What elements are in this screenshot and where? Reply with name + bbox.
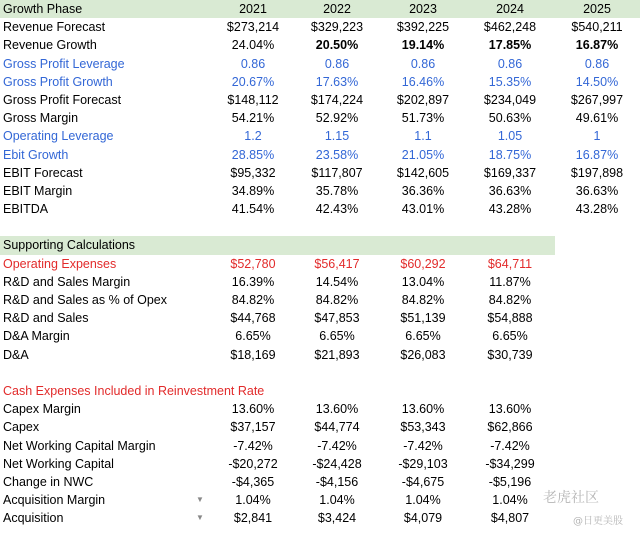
table-row bbox=[0, 36, 640, 54]
table-row bbox=[0, 309, 640, 327]
table-cell[interactable]: $30,739 bbox=[487, 347, 533, 362]
table-cell[interactable]: 0.86 bbox=[240, 56, 266, 71]
table-cell[interactable]: $44,774 bbox=[314, 420, 360, 435]
table-cell[interactable]: 54.21% bbox=[231, 111, 275, 126]
table-cell[interactable]: 13.04% bbox=[401, 274, 445, 289]
table-cell[interactable]: 84.82% bbox=[231, 293, 275, 307]
row-label: Operating Expenses bbox=[3, 256, 117, 271]
table-row bbox=[0, 55, 640, 73]
table-cell[interactable]: 15.35% bbox=[488, 74, 532, 89]
table-cell[interactable]: 1.04% bbox=[319, 493, 355, 508]
table-cell[interactable]: $2,841 bbox=[233, 511, 273, 526]
table-row bbox=[0, 346, 640, 364]
year-header: 2025 bbox=[583, 2, 611, 16]
supporting-calculations-label: Supporting Calculations bbox=[3, 238, 136, 253]
table-cell[interactable]: 24.04% bbox=[231, 38, 275, 53]
table-cell[interactable]: 20.67% bbox=[231, 74, 275, 89]
table-cell[interactable]: $267,997 bbox=[570, 92, 624, 107]
row-label: Gross Profit Forecast bbox=[3, 92, 122, 107]
table-cell[interactable]: 28.85% bbox=[231, 147, 275, 162]
table-cell[interactable]: 41.54% bbox=[231, 202, 275, 217]
table-cell[interactable]: $95,332 bbox=[230, 165, 276, 180]
table-cell[interactable]: $52,780 bbox=[230, 256, 276, 271]
table-cell[interactable]: 14.54% bbox=[315, 274, 359, 289]
table-cell[interactable]: $174,224 bbox=[310, 92, 364, 107]
table-cell[interactable]: 16.87% bbox=[575, 38, 619, 53]
table-cell[interactable]: $392,225 bbox=[396, 20, 450, 35]
row-label: Revenue Forecast bbox=[3, 20, 106, 35]
table-cell[interactable]: $462,248 bbox=[483, 20, 537, 35]
table-cell[interactable]: $148,112 bbox=[227, 92, 279, 107]
dropdown-arrow-icon[interactable]: ▼ bbox=[196, 513, 204, 523]
table-cell[interactable]: $51,139 bbox=[400, 311, 446, 326]
table-row bbox=[0, 255, 640, 273]
table-cell[interactable]: 52.92% bbox=[315, 111, 359, 126]
table-cell[interactable]: $117,807 bbox=[311, 165, 363, 180]
table-cell[interactable]: -$34,299 bbox=[485, 456, 535, 471]
table-cell[interactable]: $329,223 bbox=[310, 20, 364, 35]
row-label: Operating Leverage bbox=[3, 129, 114, 144]
table-cell[interactable]: 13.60% bbox=[401, 402, 445, 417]
table-cell[interactable]: 23.58% bbox=[315, 147, 359, 162]
row-label: D&A Margin bbox=[3, 329, 70, 344]
table-cell[interactable]: $44,768 bbox=[230, 311, 276, 326]
table-cell[interactable]: 6.65% bbox=[235, 329, 271, 344]
year-header: 2021 bbox=[239, 2, 267, 16]
row-label: Capex Margin bbox=[3, 402, 81, 417]
table-cell[interactable]: 0.86 bbox=[410, 56, 436, 71]
table-cell[interactable]: $169,337 bbox=[483, 165, 537, 180]
table-cell[interactable]: $26,083 bbox=[400, 347, 446, 362]
table-cell[interactable]: 84.82% bbox=[315, 293, 359, 307]
table-cell[interactable]: -7.42% bbox=[490, 438, 530, 453]
table-cell[interactable]: -$4,365 bbox=[231, 474, 275, 489]
spacer-row bbox=[0, 218, 640, 236]
table-cell[interactable]: 6.65% bbox=[319, 329, 355, 344]
table-cell[interactable]: 1.15 bbox=[324, 129, 350, 144]
table-cell[interactable]: $3,424 bbox=[317, 511, 357, 526]
table-row bbox=[0, 146, 640, 164]
table-cell[interactable]: 43.28% bbox=[575, 202, 619, 217]
table-cell[interactable]: 1.05 bbox=[497, 129, 523, 144]
row-label: EBIT Forecast bbox=[3, 165, 83, 180]
table-cell[interactable]: -$29,103 bbox=[398, 456, 448, 471]
table-cell[interactable]: -7.42% bbox=[317, 438, 357, 453]
row-label: EBIT Margin bbox=[3, 183, 73, 198]
table-cell[interactable]: 13.60% bbox=[231, 402, 275, 417]
table-cell[interactable]: -$4,156 bbox=[315, 474, 359, 489]
table-row bbox=[0, 182, 640, 200]
table-cell[interactable]: 36.36% bbox=[401, 183, 445, 198]
table-cell[interactable]: -7.42% bbox=[233, 438, 273, 453]
row-label: Net Working Capital bbox=[3, 456, 114, 471]
table-cell[interactable]: $54,888 bbox=[487, 311, 533, 326]
row-label: D&A bbox=[3, 347, 29, 362]
table-row bbox=[0, 91, 640, 109]
table-cell[interactable]: $37,157 bbox=[230, 420, 276, 435]
table-row bbox=[0, 273, 640, 291]
table-cell[interactable]: 13.60% bbox=[488, 402, 532, 417]
table-cell[interactable]: 1.1 bbox=[414, 129, 432, 144]
row-label: Net Working Capital Margin bbox=[3, 438, 156, 453]
table-cell[interactable]: $4,807 bbox=[490, 511, 530, 526]
table-row bbox=[0, 127, 640, 145]
table-row bbox=[0, 509, 640, 527]
table-cell[interactable]: $4,079 bbox=[403, 511, 443, 526]
table-cell[interactable]: 51.73% bbox=[401, 111, 445, 126]
table-cell[interactable]: 1.04% bbox=[235, 493, 271, 508]
table-cell[interactable]: 43.28% bbox=[488, 202, 532, 217]
table-cell[interactable]: 18.75% bbox=[488, 147, 532, 162]
growth-phase-label: Growth Phase bbox=[3, 2, 83, 16]
supporting-calculations-header-row bbox=[0, 236, 555, 254]
row-label: Change in NWC bbox=[3, 474, 94, 489]
table-cell[interactable]: 19.14% bbox=[401, 38, 445, 53]
spacer-row bbox=[0, 364, 640, 382]
table-cell[interactable]: 17.85% bbox=[488, 38, 532, 53]
year-header: 2022 bbox=[323, 2, 351, 16]
table-cell[interactable]: 16.46% bbox=[401, 74, 445, 89]
table-cell[interactable]: 42.43% bbox=[315, 202, 359, 217]
row-label: Acquisition bbox=[3, 511, 64, 526]
table-cell[interactable]: $60,292 bbox=[400, 256, 446, 271]
table-row bbox=[0, 200, 640, 218]
table-cell[interactable]: $64,711 bbox=[487, 256, 533, 271]
table-cell[interactable]: 36.63% bbox=[575, 183, 619, 198]
table-row bbox=[0, 418, 640, 436]
table-cell[interactable]: 1.04% bbox=[405, 493, 441, 508]
table-row bbox=[0, 400, 640, 418]
table-row bbox=[0, 73, 640, 91]
table-cell[interactable]: $202,897 bbox=[396, 92, 450, 107]
table-cell[interactable]: $273,214 bbox=[226, 20, 280, 35]
table-cell[interactable]: 0.86 bbox=[324, 56, 350, 71]
table-row bbox=[0, 164, 640, 182]
table-cell[interactable]: $21,893 bbox=[314, 347, 360, 362]
year-header: 2024 bbox=[496, 2, 524, 16]
table-cell[interactable]: 20.50% bbox=[315, 38, 359, 53]
table-cell[interactable]: $53,343 bbox=[400, 420, 446, 435]
table-cell[interactable]: 1.04% bbox=[492, 493, 528, 508]
year-header: 2023 bbox=[409, 2, 437, 16]
row-label: Gross Profit Growth bbox=[3, 74, 113, 89]
table-cell[interactable]: -7.42% bbox=[403, 438, 443, 453]
row-label: Capex bbox=[3, 420, 40, 435]
table-cell[interactable]: -$24,428 bbox=[312, 456, 362, 471]
table-cell[interactable]: 43.01% bbox=[401, 202, 445, 217]
table-row bbox=[0, 455, 640, 473]
table-cell[interactable]: -$20,272 bbox=[228, 456, 278, 471]
row-label: Gross Margin bbox=[3, 111, 79, 126]
table-cell[interactable]: $540,211 bbox=[571, 20, 623, 35]
table-cell[interactable]: 84.82% bbox=[488, 293, 532, 307]
table-cell[interactable]: 0.86 bbox=[584, 56, 610, 71]
table-cell[interactable]: 11.87% bbox=[489, 274, 531, 289]
table-cell[interactable]: 21.05% bbox=[401, 147, 445, 162]
table-cell[interactable]: 1 bbox=[593, 129, 601, 144]
table-cell[interactable]: 0.86 bbox=[497, 56, 523, 71]
table-row bbox=[0, 109, 640, 127]
table-cell[interactable]: 49.61% bbox=[575, 111, 619, 126]
row-label: R&D and Sales Margin bbox=[3, 274, 131, 289]
table-cell[interactable]: $62,866 bbox=[487, 420, 533, 435]
row-label: Ebit Growth bbox=[3, 147, 69, 162]
row-label: R&D and Sales bbox=[3, 311, 89, 326]
watermark-handle: @日更美股 bbox=[573, 516, 623, 527]
table-cell[interactable]: 1.2 bbox=[244, 129, 262, 144]
table-row bbox=[0, 18, 640, 36]
cash-expenses-label: Cash Expenses Included in Reinvestment Rate bbox=[3, 383, 265, 398]
table-cell[interactable]: -$5,196 bbox=[488, 474, 532, 489]
table-row bbox=[0, 327, 640, 345]
table-cell[interactable]: 14.50% bbox=[575, 74, 619, 89]
table-row bbox=[0, 291, 640, 309]
table-cell[interactable]: 13.60% bbox=[315, 402, 359, 417]
row-label: Acquisition Margin bbox=[3, 493, 106, 508]
table-cell[interactable]: $18,169 bbox=[230, 347, 276, 362]
table-cell[interactable]: 16.39% bbox=[231, 274, 275, 289]
row-label: Revenue Growth bbox=[3, 38, 97, 53]
table-cell[interactable]: $56,417 bbox=[314, 256, 360, 271]
growth-phase-header-row bbox=[0, 0, 640, 18]
row-label: R&D and Sales as % of Opex bbox=[3, 293, 167, 307]
table-cell[interactable]: 35.78% bbox=[315, 183, 359, 198]
cash-expenses-header-row bbox=[0, 382, 640, 400]
table-cell[interactable]: $47,853 bbox=[314, 311, 360, 326]
table-cell[interactable]: $142,605 bbox=[396, 165, 450, 180]
table-cell[interactable]: $234,049 bbox=[483, 92, 537, 107]
table-cell[interactable]: $197,898 bbox=[570, 165, 624, 180]
table-cell[interactable]: 84.82% bbox=[401, 293, 445, 307]
row-label: EBITDA bbox=[3, 202, 49, 217]
table-cell[interactable]: 34.89% bbox=[231, 183, 275, 198]
table-cell[interactable]: 16.87% bbox=[575, 147, 619, 162]
table-cell[interactable]: 36.63% bbox=[488, 183, 532, 198]
table-cell[interactable]: 6.65% bbox=[405, 329, 441, 344]
watermark-logo: 老虎社区 bbox=[543, 490, 599, 506]
table-cell[interactable]: 17.63% bbox=[315, 74, 359, 89]
table-cell[interactable]: 6.65% bbox=[492, 329, 528, 344]
row-label: Gross Profit Leverage bbox=[3, 56, 125, 71]
dropdown-arrow-icon[interactable]: ▼ bbox=[196, 495, 204, 505]
table-cell[interactable]: 50.63% bbox=[488, 111, 532, 126]
table-row bbox=[0, 437, 640, 455]
table-cell[interactable]: -$4,675 bbox=[401, 474, 445, 489]
